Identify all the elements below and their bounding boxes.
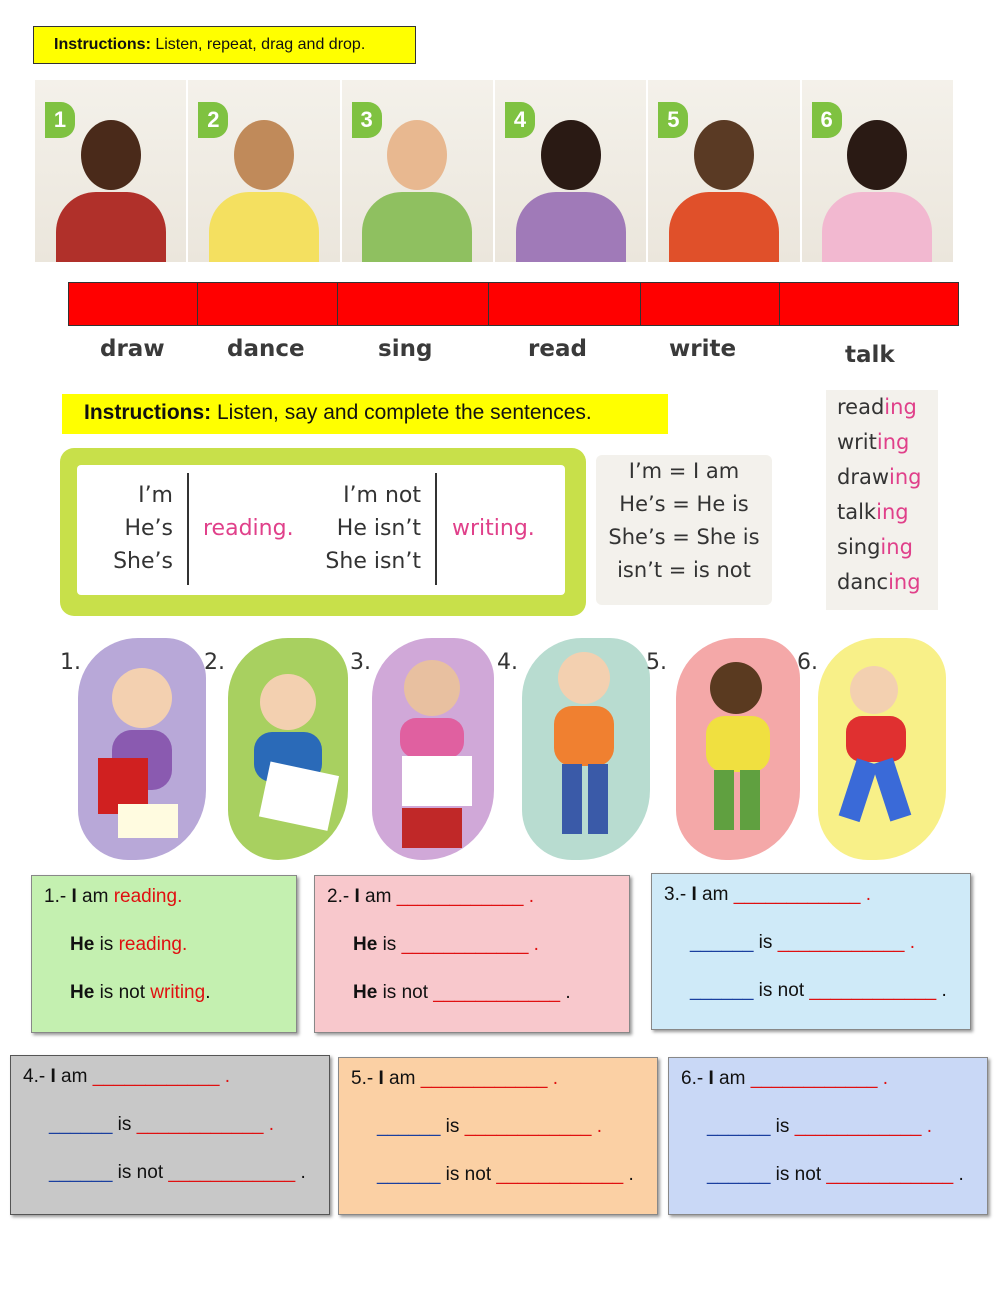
exercise-line: ______ is ____________ . — [377, 1116, 603, 1137]
grammar-subject: She isn’t — [325, 549, 421, 574]
picture-number: 2. — [204, 650, 225, 675]
grammar-subject: He isn’t — [336, 516, 421, 541]
exercise-line: ______ is not ____________ . — [690, 980, 947, 1001]
subject-blank[interactable]: ______ — [377, 1116, 441, 1137]
instructions-text: Listen, repeat, drag and drop. — [150, 36, 366, 53]
picture-number: 3. — [350, 650, 371, 675]
exercise-line: ______ is not ____________ . — [377, 1164, 634, 1185]
answer-blank[interactable]: ____________ — [777, 932, 905, 953]
answer-blank[interactable]: ____________ — [433, 982, 561, 1003]
drag-word-dance[interactable]: dance — [227, 336, 305, 362]
exercise-box-6 — [668, 1057, 988, 1215]
photo-phone-girl[interactable] — [495, 80, 648, 262]
grammar-subject: I’m — [138, 483, 173, 508]
answer-blank[interactable]: ____________ — [496, 1164, 624, 1185]
photo-number: 4 — [505, 102, 535, 138]
subject-blank[interactable]: ______ — [707, 1116, 771, 1137]
ing-word: singing — [837, 535, 913, 559]
answer-blank[interactable]: ____________ — [396, 886, 524, 907]
grammar-verb-reading: reading. — [203, 516, 294, 541]
exercise-line: 6.- I am ____________ . — [681, 1068, 889, 1089]
drawing-girl-icon — [372, 638, 494, 860]
drag-word-sing[interactable]: sing — [378, 336, 433, 362]
grammar-verb-writing: writing. — [452, 516, 535, 541]
instructions-banner-1 — [33, 26, 416, 64]
drag-word-write[interactable]: write — [669, 336, 737, 362]
subject-blank[interactable]: ______ — [49, 1162, 113, 1183]
subject-blank[interactable]: ______ — [49, 1114, 113, 1135]
photo-number: 1 — [45, 102, 75, 138]
photo-strip — [35, 80, 955, 262]
answer-blank[interactable]: ____________ — [168, 1162, 296, 1183]
answer-blank[interactable]: ____________ — [92, 1066, 220, 1087]
grammar-subject: He’s — [124, 516, 173, 541]
answer-blank[interactable]: ____________ — [464, 1116, 592, 1137]
drag-word-read[interactable]: read — [528, 336, 587, 362]
photo-reading-boy[interactable] — [35, 80, 188, 262]
grammar-subject: She’s — [113, 549, 173, 574]
drop-zone-1[interactable] — [69, 283, 198, 325]
exercise-line: 1.- I am reading. — [44, 886, 183, 907]
illustration-girl-dancing — [818, 638, 946, 860]
picture-number: 5. — [646, 650, 667, 675]
grammar-subjects-positive — [97, 479, 173, 578]
dancing-girl-icon — [818, 638, 946, 860]
illustration-boy-reading — [78, 638, 206, 860]
ing-word: talking — [837, 500, 909, 524]
exercise-line: He is not writing. — [70, 982, 211, 1003]
contractions-box — [596, 455, 772, 605]
answer-blank[interactable]: ____________ — [794, 1116, 922, 1137]
photo-singing-boy[interactable] — [648, 80, 801, 262]
contraction: He’s = He is — [619, 492, 749, 516]
exercise-box-5 — [338, 1057, 658, 1215]
contraction: She’s = She is — [608, 525, 760, 549]
exercise-box-4 — [10, 1055, 330, 1215]
exercise-box-1 — [31, 875, 297, 1033]
photo-dancing-girl[interactable] — [802, 80, 955, 262]
ing-words-box — [826, 390, 938, 610]
talking-boy-icon — [522, 638, 650, 860]
grammar-table — [77, 465, 565, 595]
writing-boy-icon — [228, 638, 348, 860]
photo-number: 6 — [812, 102, 842, 138]
exercise-line: He is reading. — [70, 934, 188, 955]
picture-number: 4. — [497, 650, 518, 675]
answer-blank[interactable]: ____________ — [750, 1068, 878, 1089]
photo-number: 5 — [658, 102, 688, 138]
answer-blank[interactable]: ____________ — [420, 1068, 548, 1089]
drop-zone-5[interactable] — [641, 283, 780, 325]
answer-blank[interactable]: ____________ — [136, 1114, 264, 1135]
grammar-subject: I’m not — [343, 483, 421, 508]
subject-blank[interactable]: ______ — [377, 1164, 441, 1185]
ing-word: writing — [837, 430, 910, 454]
exercise-box-3 — [651, 873, 971, 1030]
exercise-line: 2.- I am ____________ . — [327, 886, 535, 907]
illustration-boy-writing — [228, 638, 348, 860]
drop-zone-6[interactable] — [780, 283, 958, 325]
drop-zone-2[interactable] — [198, 283, 338, 325]
divider — [187, 473, 189, 585]
drag-word-draw[interactable]: draw — [100, 336, 165, 362]
grammar-subjects-negative — [311, 479, 421, 578]
ing-word: drawing — [837, 465, 922, 489]
exercise-box-2 — [314, 875, 630, 1033]
drop-zone-4[interactable] — [489, 283, 641, 325]
divider — [435, 473, 437, 585]
ing-word: reading — [837, 395, 917, 419]
illustration-girl-drawing — [372, 638, 494, 860]
contraction: isn’t = is not — [617, 558, 751, 582]
illustration-boy-talking — [522, 638, 650, 860]
exercise-line: 5.- I am ____________ . — [351, 1068, 559, 1089]
instructions-label: Instructions: — [54, 36, 151, 53]
drag-word-talk[interactable]: talk — [845, 342, 895, 368]
contraction: I’m = I am — [628, 459, 740, 483]
reading-boy-icon — [78, 638, 206, 860]
subject-blank[interactable]: ______ — [690, 932, 754, 953]
exercise-line: ______ is ____________ . — [49, 1114, 275, 1135]
exercise-line: ______ is ____________ . — [707, 1116, 933, 1137]
photo-number: 3 — [352, 102, 382, 138]
instructions-banner-2 — [62, 394, 668, 434]
photo-writing-girl[interactable] — [188, 80, 341, 262]
illustration-boy-singing — [676, 638, 800, 860]
exercise-line: ______ is ____________ . — [690, 932, 916, 953]
exercise-line: ______ is not ____________ . — [707, 1164, 964, 1185]
answer-blank[interactable]: ____________ — [733, 884, 861, 905]
subject-blank[interactable]: ______ — [707, 1164, 771, 1185]
singing-boy-icon — [676, 638, 800, 860]
picture-number: 6. — [797, 650, 818, 675]
picture-number: 1. — [60, 650, 81, 675]
instructions-label: Instructions: — [84, 401, 212, 424]
answer-blank[interactable]: ____________ — [401, 934, 529, 955]
exercise-line: 4.- I am ____________ . — [23, 1066, 231, 1087]
photo-number: 2 — [198, 102, 228, 138]
exercise-line: ______ is not ____________ . — [49, 1162, 306, 1183]
ing-word: dancing — [837, 570, 921, 594]
photo-drawing-boy[interactable] — [342, 80, 495, 262]
exercise-line: He is not ____________ . — [353, 982, 571, 1003]
answer-blank[interactable]: ____________ — [809, 980, 937, 1001]
exercise-line: 3.- I am ____________ . — [664, 884, 872, 905]
instructions-text: Listen, say and complete the sentences. — [211, 401, 592, 424]
answer-blank[interactable]: ____________ — [826, 1164, 954, 1185]
exercise-line: He is ____________ . — [353, 934, 539, 955]
drop-zone-3[interactable] — [338, 283, 489, 325]
grammar-box — [60, 448, 586, 616]
subject-blank[interactable]: ______ — [690, 980, 754, 1001]
drop-zone-row — [68, 282, 959, 326]
